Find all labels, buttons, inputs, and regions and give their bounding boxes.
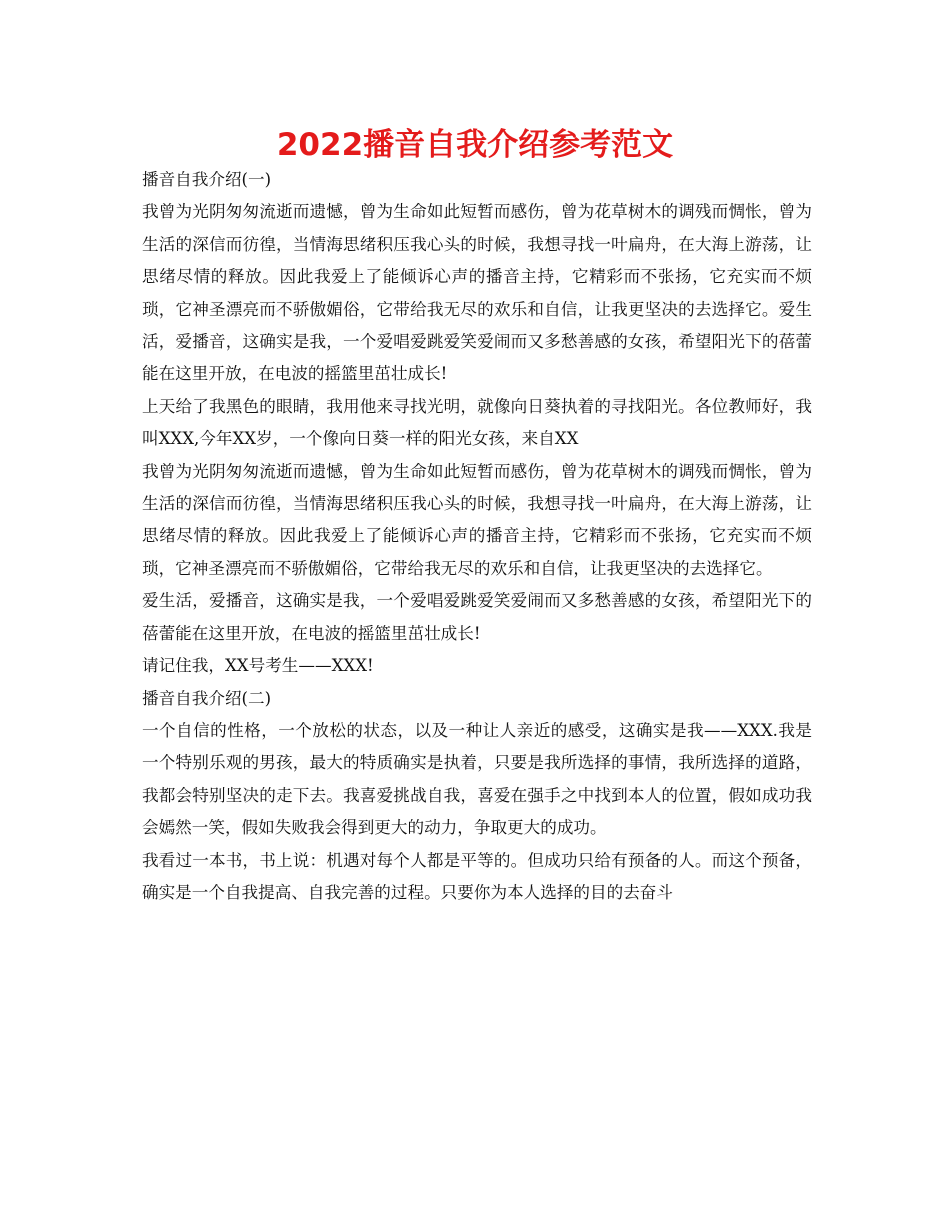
paragraph: 我曾为光阴匆匆流逝而遗憾，曾为生命如此短暂而感伤，曾为花草树木的调残而惆怅，曾为生活的深信而彷徨，当情海思绪积压我心头的时候，我想寻找一叶扁舟，在大海上游荡，让思绪尽情的释放。因此我爱上了能倾诉心声的播音主持，它精彩而不张扬，它充实而不烦琐，它神圣漂亮而不骄傲媚俗，它带给我无尽的欢乐和自信，让我更坚决的去选择它。爱生活，爱播音，这确实是我，一个爱唱爱跳爱笑爱闹而又多愁善感的女孩，希望阳光下的蓓蕾能在这里开放，在电波的摇篮里茁壮成长!	[142, 202, 812, 384]
paragraph: 一个自信的性格，一个放松的状态，以及一种让人亲近的感受，这确实是我——XXX.我是一个特别乐观的男孩，最大的特质确实是执着，只要是我所选择的事情，我所选择的道路，我都会特别坚决的走下去。我喜爱挑战自我，喜爱在强手之中找到本人的位置，假如成功我会嫣然一笑，假如失败我会得到更大的动力，争取更大的成功。	[142, 720, 812, 838]
document-body	[142, 164, 812, 909]
paragraph: 我看过一本书，书上说：机遇对每个人都是平等的。但成功只给有预备的人。而这个预备，确实是一个自我提高、自我完善的过程。只要你为本人选择的目的去奋斗	[142, 850, 812, 902]
paragraph: 我曾为光阴匆匆流逝而遗憾，曾为生命如此短暂而感伤，曾为花草树木的调残而惆怅，曾为生活的深信而彷徨，当情海思绪积压我心头的时候，我想寻找一叶扁舟，在大海上游荡，让思绪尽情的释放。因此我爱上了能倾诉心声的播音主持，它精彩而不张扬，它充实而不烦琐，它神圣漂亮而不骄傲媚俗，它带给我无尽的欢乐和自信，让我更坚决的去选择它。	[142, 461, 812, 578]
document-title: 2022播音自我介绍参考范文	[276, 127, 674, 163]
paragraph: 上天给了我黑色的眼睛，我用他来寻找光明，就像向日葵执着的寻找阳光。各位教师好，我叫XXX,今年XX岁，一个像向日葵一样的阳光女孩，来自XX	[142, 396, 812, 449]
paragraph: 请记住我，XX号考生——XXX!	[142, 656, 374, 676]
section-heading: 播音自我介绍(一)	[142, 170, 272, 189]
paragraph: 爱生活，爱播音，这确实是我，一个爱唱爱跳爱笑爱闹而又多愁善感的女孩，希望阳光下的蓓蕾能在这里开放，在电波的摇篮里茁壮成长!	[142, 591, 812, 643]
section-heading: 播音自我介绍(二)	[142, 688, 272, 708]
